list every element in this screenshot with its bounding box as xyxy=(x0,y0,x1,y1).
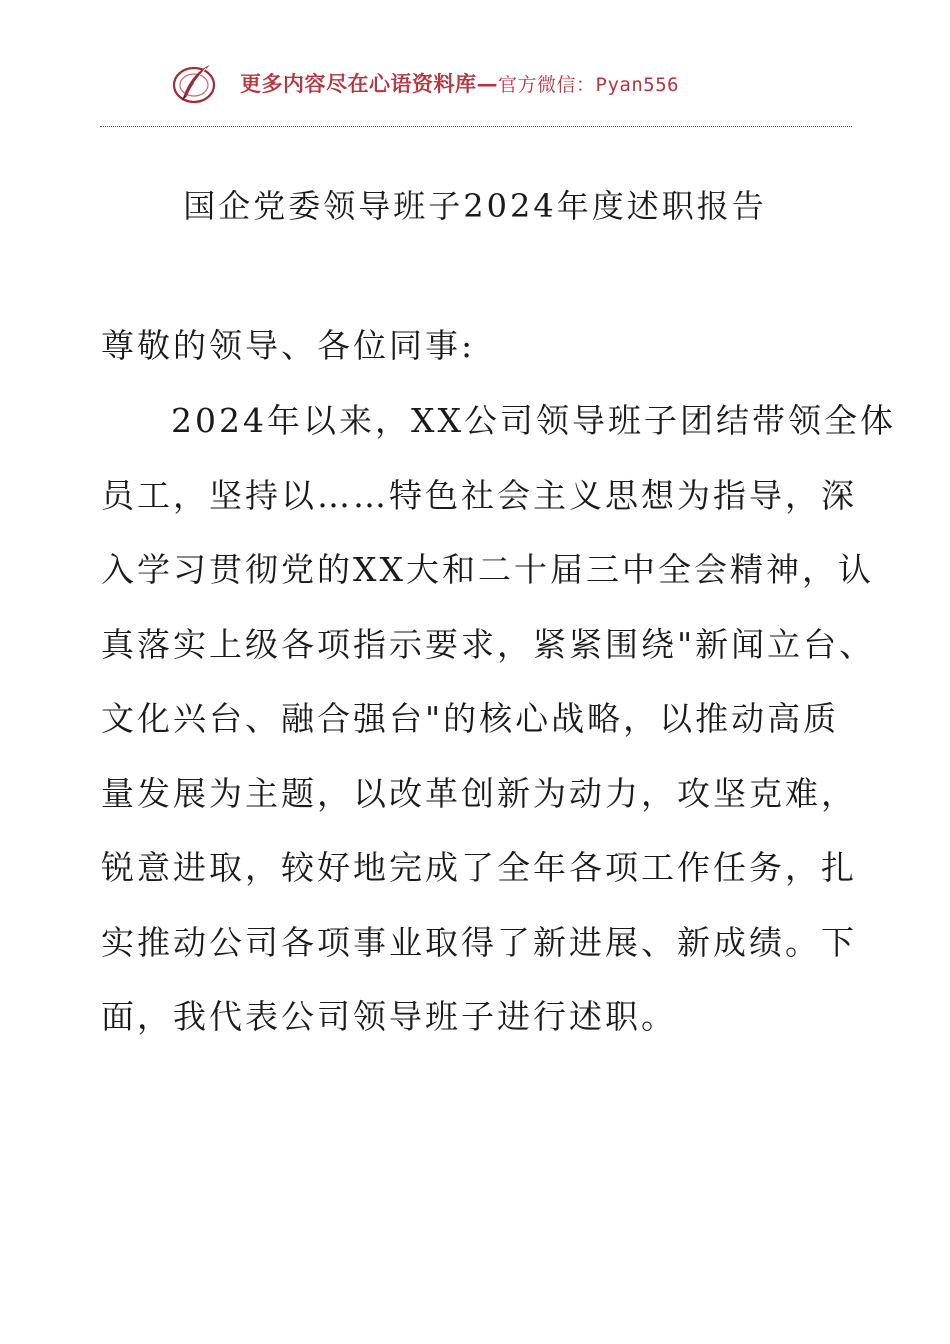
header-banner-title: 更多内容尽在心语资料库— xyxy=(240,71,498,96)
paragraph-line: 员工，坚持以……特色社会主义思想为指导，深 xyxy=(101,475,857,515)
document-title: 国企党委领导班子2024年度述职报告 xyxy=(183,187,767,225)
paragraph-line: 实推动公司各项事业取得了新进展、新成绩。下 xyxy=(101,922,857,962)
paragraph-line: 真落实上级各项指示要求，紧紧围绕"新闻立台、 xyxy=(101,624,876,664)
paragraph-line: 锐意进取，较好地完成了全年各项工作任务，扎 xyxy=(101,848,857,887)
paragraph-line: 2024年以来，XX公司领导班子团结带领全体 xyxy=(171,401,896,440)
paragraph-line: 面，我代表公司领导班子进行述职。 xyxy=(101,997,677,1036)
paragraph-line: 文化兴台、融合强台"的核心战略，以推动高质 xyxy=(101,699,840,738)
header-wechat: 官方微信：Pyan556 xyxy=(498,74,680,96)
body-paragraph xyxy=(101,384,896,1055)
header-divider xyxy=(100,126,852,127)
salutation: 尊敬的领导、各位同事: xyxy=(101,326,476,365)
page-header xyxy=(170,58,810,108)
header-banner xyxy=(240,68,679,98)
quill-pen-logo-icon xyxy=(170,59,218,107)
paragraph-line: 入学习贯彻党的XX大和二十届三中全会精神，认 xyxy=(101,550,874,589)
paragraph-line: 量发展为主题，以改革创新为动力，攻坚克难， xyxy=(101,773,857,813)
